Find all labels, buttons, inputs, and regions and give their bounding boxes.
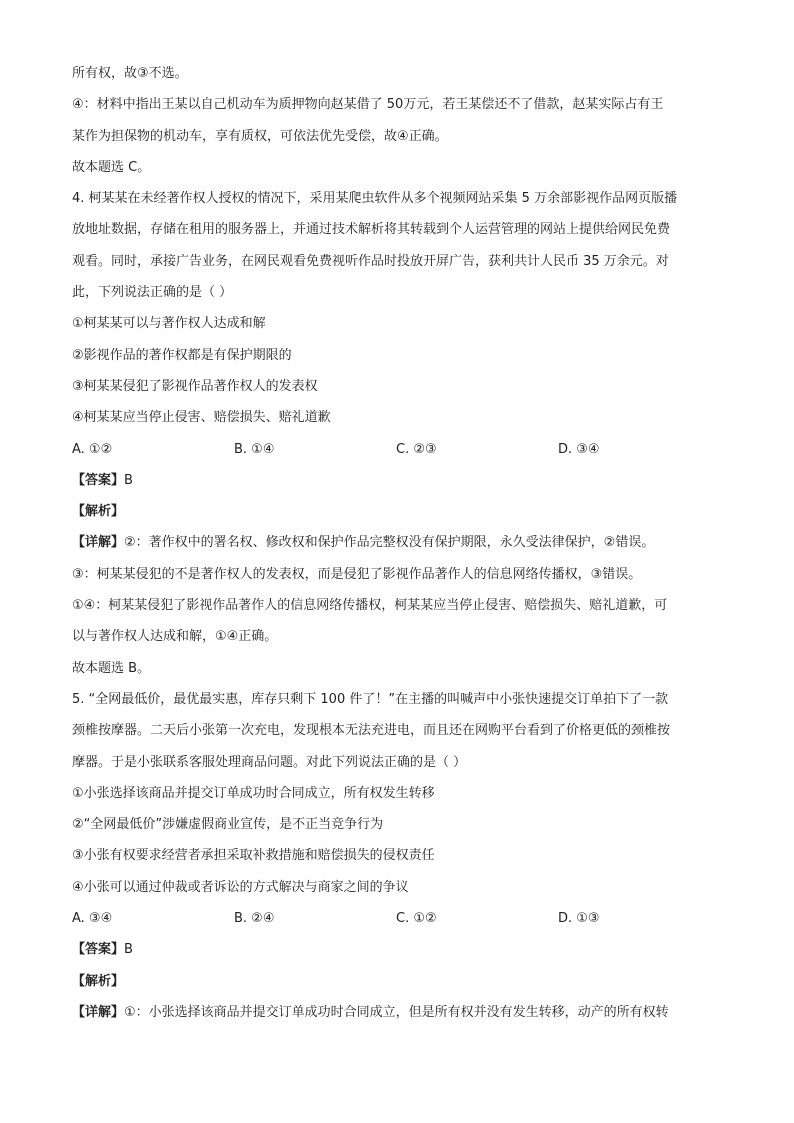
question-5-options: [72, 909, 724, 940]
detail-line: 【详解】①：小张选择该商品并提交订单成功时合同成立，但是所有权并没有发生转移，动产的所有权转: [72, 1004, 669, 1020]
detail-label: 【详解】: [72, 535, 125, 551]
question-4-options: [72, 440, 724, 471]
question-4-stem: 4. 柯某某在未经著作权人授权的情况下，采用某爬虫软件从多个视频网站采集 5 万余部影视作品网页版播: [72, 191, 678, 207]
statement: ①小张选择该商品并提交订单成功时合同成立，所有权发生转移: [72, 785, 435, 801]
question-5-stem: 摩器。于是小张联系客服处理商品问题。对此下列说法正确的是（ ）: [72, 754, 467, 770]
statement: ③柯某某侵犯了影视作品著作权人的发表权: [72, 378, 318, 394]
statement: ④柯某某应当停止侵害、赔偿损失、赔礼道歉: [72, 410, 331, 426]
answer-value: B: [124, 942, 133, 958]
statement: ①柯某某可以与著作权人达成和解: [72, 316, 266, 332]
analysis-label: 【解析】: [72, 504, 125, 520]
document-page: [72, 64, 724, 1034]
question-4-stem: 此，下列说法正确的是（ ）: [72, 285, 233, 301]
statement: ③小张有权要求经营者承担采取补救措施和赔偿损失的侵权责任: [72, 848, 435, 864]
question-5-stem: 5. “全网最低价，最优最实惠，库存只剩下 100 件了！”在主播的叫喊声中小张快速提交订单拍下了一款: [72, 691, 669, 707]
text-line: ③：柯某某侵犯的不是著作权人的发表权，而是侵犯了影视作品著作人的信息网络传播权，③错误。: [72, 566, 642, 582]
option-b: B. ①④: [234, 441, 275, 457]
statement: ②影视作品的著作权都是有保护期限的: [72, 347, 292, 363]
answer-value: B: [124, 472, 133, 488]
option-d: D. ①③: [558, 911, 600, 927]
option-c: C. ②③: [396, 441, 437, 457]
text-line: 以与著作权人达成和解，①④正确。: [72, 629, 278, 645]
option-a: A. ①②: [72, 441, 113, 457]
text-line: ④：材料中指出王某以自己机动车为质押物向赵某借了 50万元，若王某偿还不了借款，赵某实际占有王: [72, 97, 664, 113]
option-a: A. ③④: [72, 911, 113, 927]
option-b: B. ②④: [234, 911, 275, 927]
text-line: ①④：柯某某侵犯了影视作品著作人的信息网络传播权，柯某某应当停止侵害、赔偿损失、赔礼道歉，可: [72, 598, 668, 614]
option-d: D. ③④: [558, 441, 600, 457]
detail-label: 【详解】: [72, 1004, 125, 1020]
text-line: 故本题选 C。: [72, 159, 151, 175]
analysis-label: 【解析】: [72, 973, 125, 989]
answer-line: [72, 471, 724, 502]
question-5-stem: 颈椎按摩器。二天后小张第一次充电，发现根本无法充进电，而且还在网购平台看到了价格更低的颈椎按: [72, 723, 671, 739]
answer-line: [72, 940, 724, 971]
statement: ②“全网最低价”涉嫌虚假商业宣传，是不正当竞争行为: [72, 817, 384, 833]
statement: ④小张可以通过仲裁或者诉讼的方式解决与商家之间的争议: [72, 879, 409, 895]
detail-line: 【详解】②：著作权中的署名权、修改权和保护作品完整权没有保护期限，永久受法律保护，②错误。: [72, 535, 655, 551]
answer-label: 【答案】: [72, 472, 125, 488]
question-4-stem: 观看。同时，承接广告业务，在网民观看免费视听作品时投放开屏广告，获利共计人民币 35 万余元。对: [72, 253, 669, 269]
text-line: 所有权，故③不选。: [72, 66, 188, 81]
answer-label: 【答案】: [72, 942, 125, 958]
text-line: 某作为担保物的机动车，享有质权，可依法优先受偿，故④正确。: [72, 128, 448, 144]
text-line: 故本题选 B。: [72, 660, 151, 676]
question-4-stem: 放地址数据，存储在租用的服务器上，并通过技术解析将其转载到个人运营管理的网站上提供给网民免费: [72, 222, 671, 238]
option-c: C. ①②: [396, 911, 437, 927]
